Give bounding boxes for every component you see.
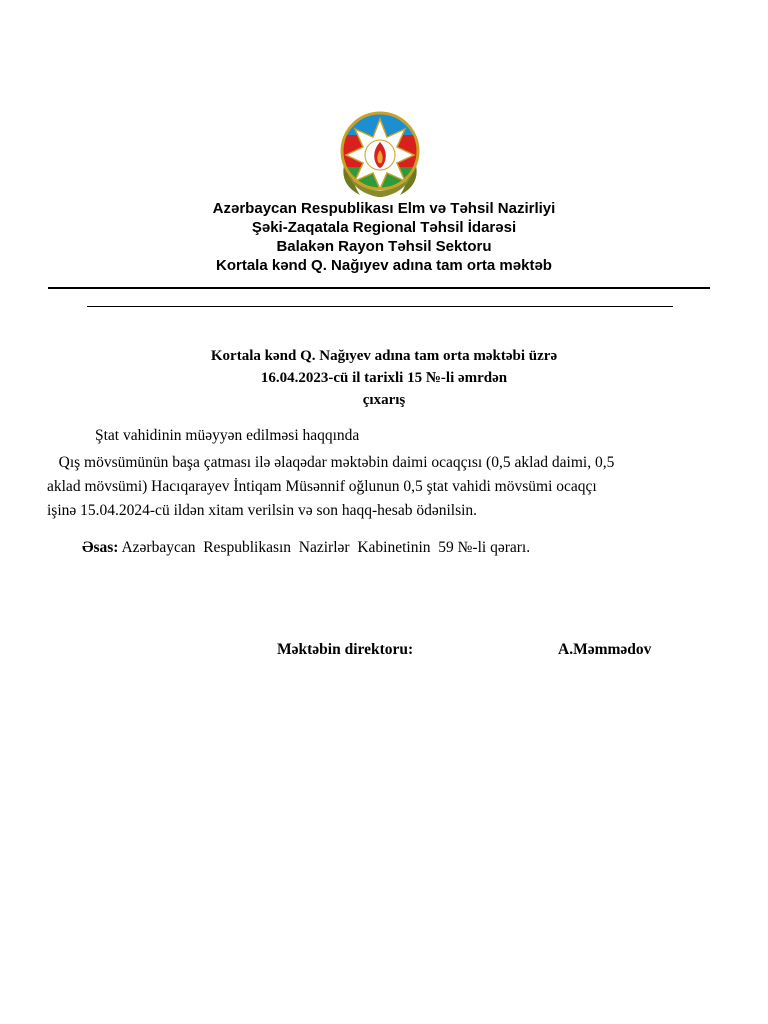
- basis-label: Əsas:: [82, 539, 119, 556]
- body-line-2: aklad mövsümi) Hacıqarayev İntiqam Müsənnif oğlunun 0,5 ştat vahidi mövsümi ocaqçı: [47, 478, 597, 495]
- district-sector-name: Balakən Rayon Təhsil Sektoru: [276, 238, 492, 255]
- basis-paragraph: [82, 539, 530, 557]
- header-divider-thin: [87, 306, 673, 307]
- title-line-1: Kortala kənd Q. Nağıyev adına tam orta məktəbi üzrə: [210, 348, 558, 364]
- header-divider-thick: [48, 287, 710, 289]
- document-title: [0, 345, 768, 411]
- signature-name: A.Məmmədov: [558, 641, 652, 658]
- regional-department-name: Şəki-Zaqatala Regional Təhsil İdarəsi: [251, 219, 517, 236]
- order-body: [47, 451, 717, 523]
- basis-text: Azərbaycan Respublikasın Nazirlər Kabinetinin 59 №-li qərarı.: [121, 539, 531, 556]
- issuing-organization-header: [0, 199, 768, 275]
- title-line-2: 16.04.2023-cü il tarixli 15 №-li əmrdən: [260, 370, 508, 386]
- signature-role: Məktəbin direktoru:: [277, 641, 414, 658]
- ministry-name: Azərbaycan Respublikası Elm və Təhsil Nazirliyi: [212, 200, 556, 217]
- title-line-3: çıxarış: [362, 392, 406, 408]
- school-name: Kortala kənd Q. Nağıyev adına tam orta məktəb: [216, 257, 552, 274]
- state-emblem-icon: [330, 105, 430, 201]
- body-line-3: işinə 15.04.2024-cü ildən xitam verilsin və son haqq-hesab ödənilsin.: [47, 502, 478, 519]
- order-subject: Ştat vahidinin müəyyən edilməsi haqqında: [95, 427, 360, 444]
- body-line-1: Qış mövsümünün başa çatması ilə əlaqədar məktəbin daimi ocaqçısı (0,5 aklad daimi, 0,5: [47, 454, 615, 471]
